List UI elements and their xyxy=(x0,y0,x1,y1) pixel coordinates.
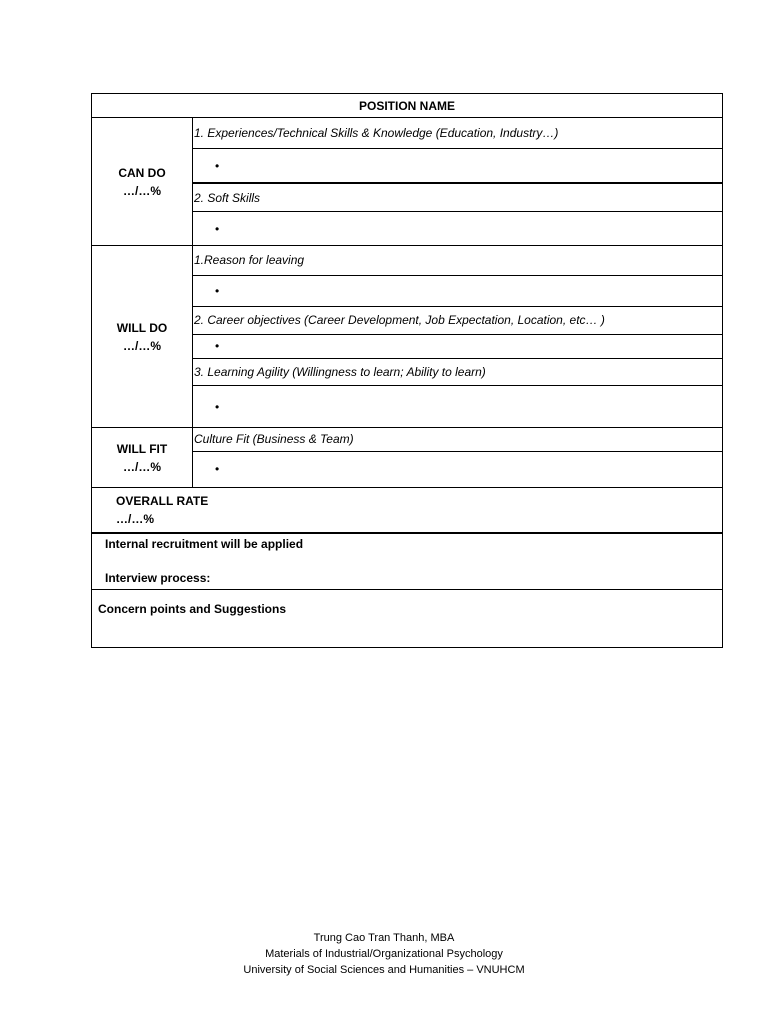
footer-author: Trung Cao Tran Thanh, MBA xyxy=(313,932,455,944)
can-do-item-soft-skills xyxy=(193,184,722,212)
will-fit-label-cell xyxy=(92,428,193,487)
will-do-rate: …/…% xyxy=(122,338,161,353)
will-do-item-agility xyxy=(193,359,722,386)
will-do-item-career-text: 2. Career objectives (Career Development, Job Expectation, Location, etc… ) xyxy=(194,313,605,328)
bullet-icon: • xyxy=(215,462,220,477)
concern-row xyxy=(92,590,722,647)
will-fit-section xyxy=(92,428,722,488)
concern-text: Concern points and Suggestions xyxy=(98,602,287,616)
internal-recruitment-text: Internal recruitment will be applied xyxy=(105,537,304,551)
will-do-bullet-3[interactable] xyxy=(193,386,722,427)
can-do-item-soft-skills-text: 2. Soft Skills xyxy=(194,190,261,205)
bullet-icon: • xyxy=(215,158,220,173)
interview-process-text: Interview process: xyxy=(105,571,211,585)
can-do-label-cell xyxy=(92,118,193,245)
will-fit-label: WILL FIT xyxy=(116,441,168,456)
can-do-section xyxy=(92,118,722,246)
can-do-item-experience-text: 1. Experiences/Technical Skills & Knowledge (Education, Industry…) xyxy=(194,125,559,140)
evaluation-form xyxy=(91,93,723,648)
bullet-icon: • xyxy=(215,399,220,414)
can-do-bullet-2[interactable] xyxy=(193,212,722,245)
can-do-bullet-1[interactable] xyxy=(193,149,722,185)
footer xyxy=(0,930,768,978)
will-fit-item-culture-text: Culture Fit (Business & Team) xyxy=(194,432,354,447)
bullet-icon: • xyxy=(215,339,220,354)
will-do-section xyxy=(92,246,722,428)
recruitment-info-row xyxy=(92,534,722,590)
can-do-rate: …/…% xyxy=(122,183,161,198)
position-name-title: POSITION NAME xyxy=(358,98,455,113)
will-do-label: WILL DO xyxy=(116,320,168,335)
overall-rate-row xyxy=(92,488,722,534)
will-do-item-reason xyxy=(193,246,722,276)
bullet-icon: • xyxy=(215,221,220,236)
will-do-label-cell xyxy=(92,246,193,427)
will-fit-rate: …/…% xyxy=(122,459,161,474)
position-name-header xyxy=(92,94,722,118)
bullet-icon: • xyxy=(215,283,220,298)
will-do-item-agility-text: 3. Learning Agility (Willingness to learn; Ability to learn) xyxy=(194,365,486,380)
overall-rate-label: OVERALL RATE xyxy=(116,494,209,508)
will-fit-item-culture xyxy=(193,428,722,452)
can-do-label: CAN DO xyxy=(118,165,166,180)
footer-course: Materials of Industrial/Organizational Psychology xyxy=(265,948,503,960)
will-do-bullet-1[interactable] xyxy=(193,276,722,307)
will-do-item-reason-text: 1.Reason for leaving xyxy=(194,253,305,268)
footer-university: University of Social Sciences and Humanities – VNUHCM xyxy=(243,964,525,976)
will-fit-bullet-1[interactable] xyxy=(193,452,722,487)
will-do-bullet-2[interactable] xyxy=(193,335,722,360)
can-do-item-experience xyxy=(193,118,722,149)
overall-rate-value: …/…% xyxy=(116,512,155,526)
will-do-item-career xyxy=(193,307,722,335)
